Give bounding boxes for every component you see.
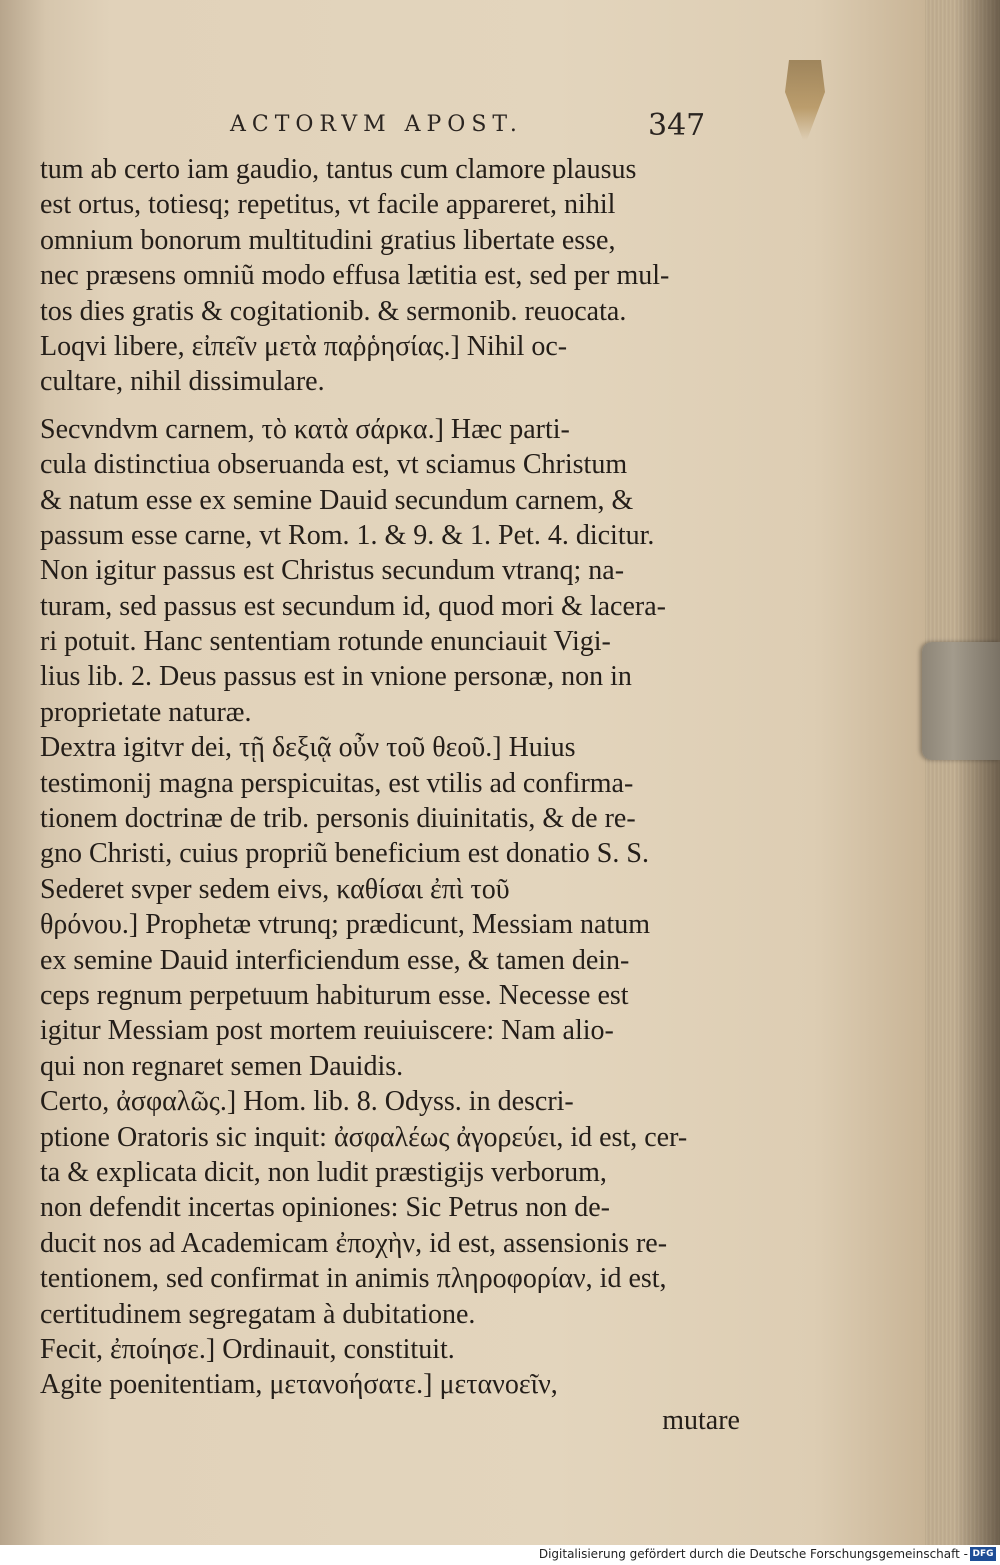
text-line: passum esse carne, vt Rom. 1. & 9. & 1. Pet. 4. dicitur.	[40, 519, 655, 551]
text-line: tum ab certo iam gaudio, tantus cum clamore plausus	[40, 154, 637, 185]
text-line: gno Christi, cuius propriũ beneficium est donatio S. S.	[40, 838, 649, 870]
text-line: ta & explicata dicit, non ludit præstigijs verborum,	[40, 1156, 607, 1188]
text-line: certitudinem segregatam à dubitatione.	[40, 1298, 476, 1330]
text-line: Sederet svper sedem eivs, καθίσαι ἐπὶ τοῦ	[40, 873, 510, 905]
text-line: Fecit, ἐποίησε.] Ordinauit, constituit.	[40, 1333, 455, 1365]
text-line: est ortus, totiesq; repetitus, vt facile appareret, nihil	[40, 189, 616, 221]
text-line: ducit nos ad Academicam ἐποχὴν, id est, assensionis re-	[40, 1227, 668, 1259]
text-line: tentionem, sed confirmat in animis πληροφορίαν, id est,	[40, 1263, 667, 1295]
running-title: ACTORVM APOST.	[230, 112, 523, 137]
text-line: & natum esse ex semine Dauid secundum carnem, &	[40, 484, 634, 516]
text-line: Dextra igitvr dei, τῇ δεξιᾷ οὖν τοῦ θεοῦ.] Huius	[40, 732, 576, 764]
text-line: Non igitur passus est Christus secundum vtranq; na-	[40, 555, 625, 587]
text-line: θρόνου.] Prophetæ vtrunq; prædicunt, Messiam natum	[40, 909, 650, 941]
text-line: nec præsens omniũ modo effusa lætitia est, sed per mul-	[40, 260, 670, 292]
text-line: non defendit incertas opiniones: Sic Petrus non de-	[40, 1192, 610, 1224]
text-line: tos dies gratis & cogitationib. & sermonib. reuocata.	[40, 295, 627, 327]
text-line: lius lib. 2. Deus passus est in vnione personæ, non in	[40, 661, 632, 693]
text-line: tionem doctrinæ de trib. personis diuinitatis, & de re-	[40, 803, 636, 835]
text-line: ri potuit. Hanc sententiam rotunde enunciauit Vigi-	[40, 626, 611, 658]
catchword: mutare	[662, 1404, 740, 1436]
text-line: ex semine Dauid interficiendum esse, & tamen dein-	[40, 944, 630, 976]
text-line: ptione Oratoris sic inquit: ἀσφαλέως ἀγορεύει, id est, cer-	[40, 1121, 688, 1153]
text-line: turam, sed passus est secundum id, quod mori & lacera-	[40, 590, 666, 622]
text-line: Loqvi libere, εἰπεῖν μετὰ παῤῥησίας.] Nihil oc-	[40, 330, 568, 362]
text-line: Certo, ἀσφαλῶς.] Hom. lib. 8. Odyss. in descri-	[40, 1086, 574, 1118]
text-line: omnium bonorum multitudini gratius libertate esse,	[40, 224, 616, 256]
text-line: proprietate naturæ.	[40, 696, 252, 728]
text-line: cultare, nihil dissimulare.	[40, 366, 325, 398]
dfg-logo-icon: DFG	[970, 1547, 996, 1561]
footer-credit: Digitalisierung gefördert durch die Deutsche Forschungsgemeinschaft -	[538, 1547, 968, 1561]
text-line: Secvndvm carnem, τὸ κατὰ σάρκα.] Hæc parti-	[40, 413, 570, 445]
page-number: 347	[648, 108, 706, 143]
book-clasp	[922, 642, 1000, 760]
text-line: qui non regnaret semen Dauidis.	[40, 1050, 404, 1082]
digitization-footer	[0, 1545, 1000, 1565]
text-line: ceps regnum perpetuum habiturum esse. Necesse est	[40, 979, 629, 1011]
page-edge-shadow	[955, 0, 1000, 1545]
text-line: cula distinctiua obseruanda est, vt sciamus Christum	[40, 449, 628, 481]
text-line: testimonij magna perspicuitas, est vtilis ad confirma-	[40, 767, 634, 799]
text-line: igitur Messiam post mortem reuiuiscere: Nam alio-	[40, 1015, 614, 1047]
body-text	[40, 152, 740, 1438]
text-line: Agite poenitentiam, μετανοήσατε.] μετανοεῖν,	[40, 1369, 558, 1401]
